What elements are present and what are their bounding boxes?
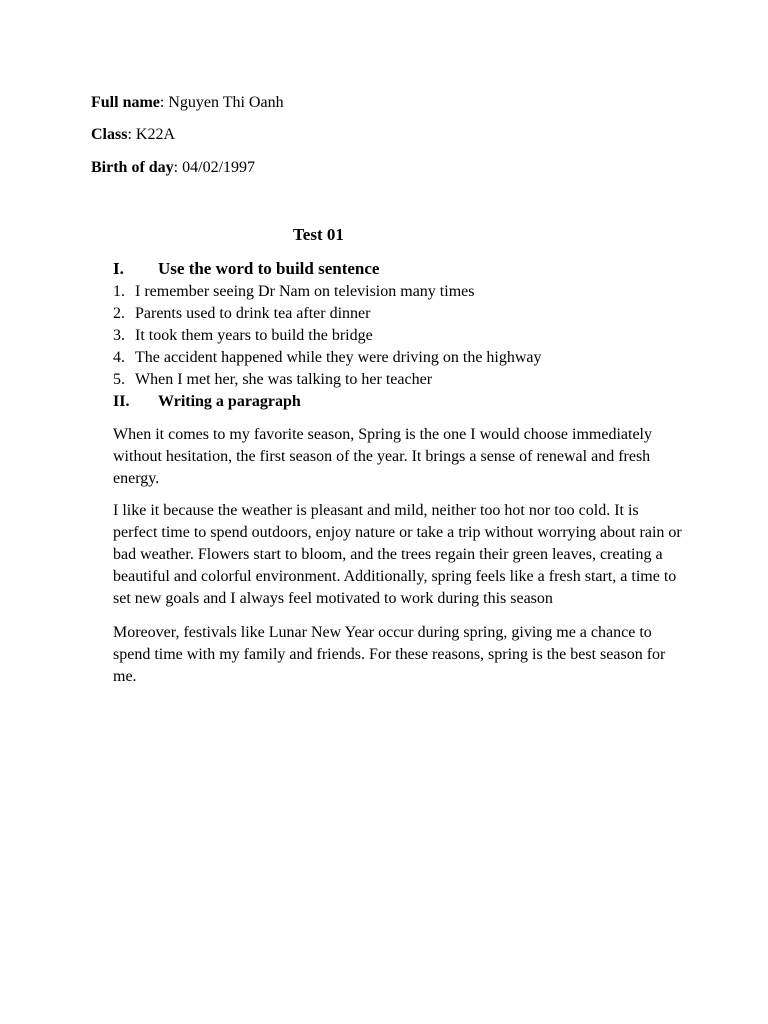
class-label: Class bbox=[91, 126, 128, 143]
list-item bbox=[113, 347, 542, 369]
list-item bbox=[113, 325, 542, 347]
list-item bbox=[113, 303, 542, 325]
paragraph-1: When it comes to my favorite season, Spring is the one I would choose immediately without hesitation, the first season of the year. It brings a sense of renewal and fresh energy. bbox=[113, 426, 652, 487]
full-name-value: : Nguyen Thi Oanh bbox=[159, 94, 284, 111]
section-2-heading bbox=[113, 392, 301, 412]
birth-line bbox=[91, 158, 255, 178]
list-item-index: 4. bbox=[113, 349, 125, 366]
list-item bbox=[113, 369, 542, 391]
list-item-text: Parents used to drink tea after dinner bbox=[135, 305, 371, 322]
full-name-label: Full name bbox=[91, 94, 160, 111]
list-item-index: 2. bbox=[113, 305, 125, 322]
class-value: : K22A bbox=[127, 126, 176, 143]
sentence-list bbox=[113, 281, 542, 391]
list-item-index: 1. bbox=[113, 283, 125, 300]
birth-value: : 04/02/1997 bbox=[173, 159, 256, 176]
paragraph-2: I like it because the weather is pleasant and mild, neither too hot nor too cold. It is perfect time to spend outdoors, enjoy nature or take a trip without worrying about rain or bad weather. Flowers start to bloom, and the trees regain their green leaves, creating a beautiful and colorful environment. Additionally, spring feels like a fresh start, a time to set new goals and I always feel motivated to work during this season bbox=[113, 502, 682, 607]
list-item-text: It took them years to build the bridge bbox=[135, 327, 373, 344]
full-name-line bbox=[91, 93, 284, 113]
list-item-text: I remember seeing Dr Nam on television many times bbox=[135, 283, 475, 300]
test-title: Test 01 bbox=[293, 225, 344, 244]
paragraph-3: Moreover, festivals like Lunar New Year occur during spring, giving me a chance to spend time with my family and friends. For these reasons, spring is the best season for me. bbox=[113, 624, 666, 685]
list-item bbox=[113, 281, 542, 303]
section-2-title: Writing a paragraph bbox=[158, 393, 301, 410]
list-item-index: 5. bbox=[113, 371, 125, 388]
section-2-number: II. bbox=[113, 393, 130, 410]
list-item-text: The accident happened while they were driving on the highway bbox=[135, 349, 542, 366]
section-1-heading bbox=[113, 258, 379, 280]
class-line bbox=[91, 125, 175, 145]
list-item-text: When I met her, she was talking to her teacher bbox=[135, 371, 433, 388]
section-1-title: Use the word to build sentence bbox=[158, 259, 380, 278]
section-1-number: I. bbox=[113, 259, 124, 278]
list-item-index: 3. bbox=[113, 327, 125, 344]
birth-label: Birth of day bbox=[91, 159, 174, 176]
